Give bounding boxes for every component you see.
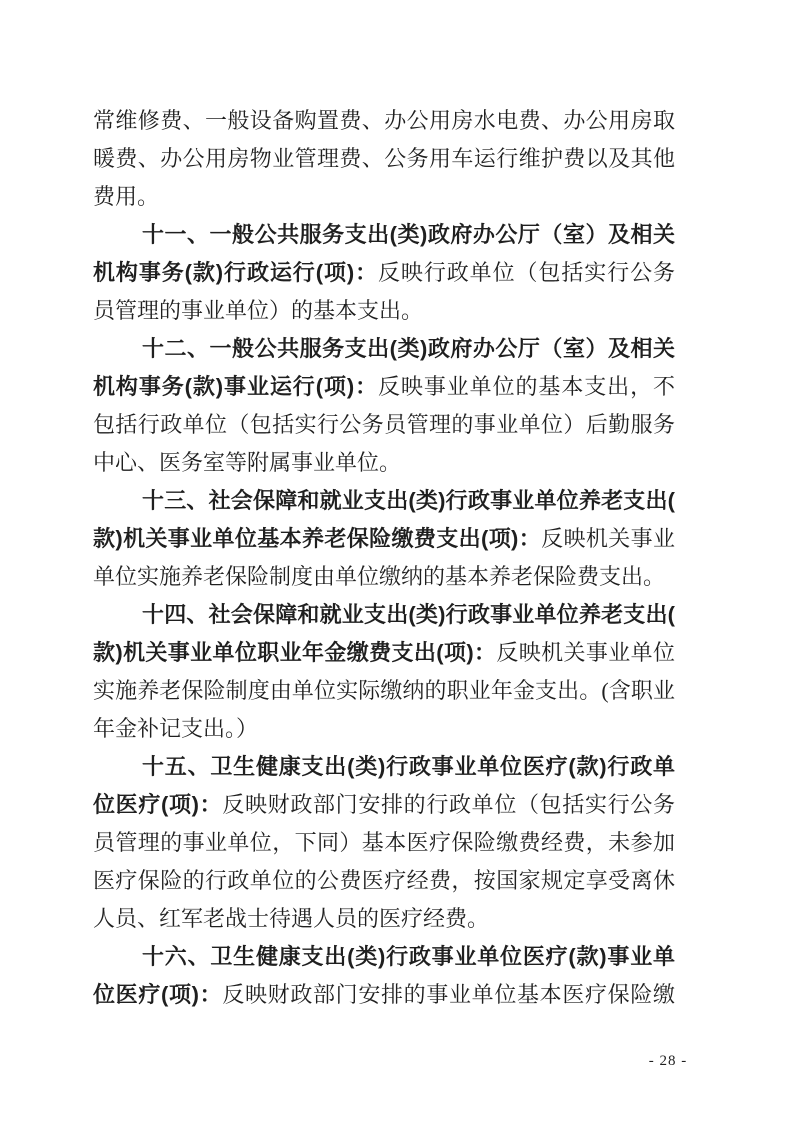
heading-text: 款)机关事业单位职业年金缴费支出(项)： [93, 640, 497, 665]
text-line [93, 292, 675, 330]
heading-text: 机构事务(款)行政运行(项)： [93, 260, 379, 285]
heading-text: 十三、社会保障和就业支出(类)行政事业单位养老支出( [142, 488, 675, 513]
text-line [93, 216, 675, 254]
text-line [93, 102, 675, 140]
text-line [93, 520, 675, 558]
text-line [93, 900, 675, 938]
body-text: 反映财政部门安排的事业单位基本医疗保险缴 [222, 982, 675, 1007]
body-text: 暖费、办公用房物业管理费、公务用车运行维护费以及其他 [93, 146, 675, 171]
text-line [93, 330, 675, 368]
heading-text: 十四、社会保障和就业支出(类)行政事业单位养老支出( [142, 602, 675, 627]
body-text: 单位实施养老保险制度由单位缴纳的基本养老保险费支出。 [93, 564, 666, 589]
text-line [93, 976, 675, 1014]
body-text: 医疗保险的行政单位的公费医疗经费，按国家规定享受离休 [93, 868, 675, 893]
body-text: 人员、红军老战士待遇人员的医疗经费。 [93, 906, 490, 931]
heading-text: 位医疗(项)： [93, 792, 223, 817]
body-text: 员管理的事业单位）的基本支出。 [93, 298, 424, 323]
text-line [93, 786, 675, 824]
text-line [93, 672, 675, 710]
body-text: 反映机关事业 [541, 526, 675, 551]
heading-text: 十六、卫生健康支出(类)行政事业单位医疗(款)事业单 [142, 944, 675, 969]
body-text: 包括行政单位（包括实行公务员管理的事业单位）后勤服务 [93, 412, 675, 437]
body-text: 员管理的事业单位，下同）基本医疗保险缴费经费，未参加 [93, 830, 675, 855]
heading-text: 机构事务(款)事业运行(项)： [93, 374, 379, 399]
heading-text: 位医疗(项)： [93, 982, 223, 1007]
body-text: 反映事业单位的基本支出，不 [378, 374, 675, 399]
text-line [93, 368, 675, 406]
heading-text: 十五、卫生健康支出(类)行政事业单位医疗(款)行政单 [142, 754, 675, 779]
text-line [93, 634, 675, 672]
text-line [93, 406, 675, 444]
text-line [93, 938, 675, 976]
text-line [93, 140, 675, 178]
heading-text: 十二、一般公共服务支出(类)政府办公厅（室）及相关 [142, 336, 675, 361]
text-line [93, 254, 675, 292]
text-line [93, 748, 675, 786]
body-text: 反映行政单位（包括实行公务 [378, 260, 675, 285]
page-number: - 28 - [648, 1053, 688, 1069]
heading-text: 十一、一般公共服务支出(类)政府办公厅（室）及相关 [142, 222, 675, 247]
body-text: 中心、医务室等附属事业单位。 [93, 450, 402, 475]
text-line [93, 482, 675, 520]
body-text: 费用。 [93, 184, 160, 209]
document-lines [93, 102, 675, 1014]
body-text: 反映机关事业单位 [496, 640, 675, 665]
text-line [93, 558, 675, 596]
body-text: 常维修费、一般设备购置费、办公用房水电费、办公用房取 [93, 108, 675, 133]
text-line [93, 824, 675, 862]
text-line [93, 710, 675, 748]
heading-text: 款)机关事业单位基本养老保险缴费支出(项)： [93, 526, 542, 551]
body-text: 年金补记支出。） [93, 716, 259, 741]
text-line [93, 178, 675, 216]
body-text: 反映财政部门安排的行政单位（包括实行公务 [222, 792, 675, 817]
text-line [93, 596, 675, 634]
body-text: 实施养老保险制度由单位实际缴纳的职业年金支出。(含职业 [93, 678, 675, 703]
text-line [93, 862, 675, 900]
text-line [93, 444, 675, 482]
